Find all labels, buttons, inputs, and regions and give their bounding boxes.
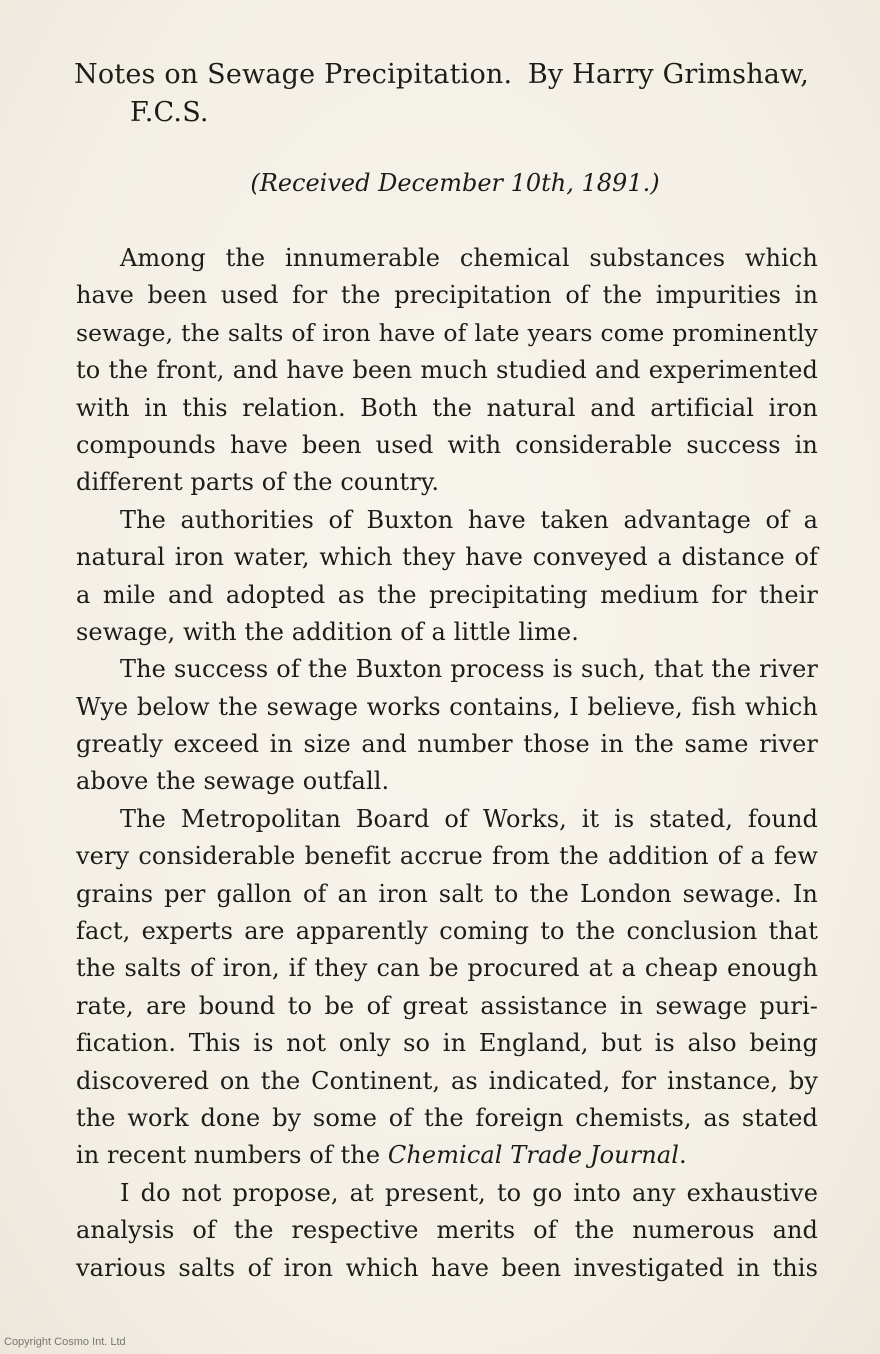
text-line: above the sewage outfall. [76, 767, 390, 796]
text-line: sewage, with the addition of a little lime. [76, 617, 579, 646]
text-line: The authorities of Buxton have taken advantage of a [120, 505, 818, 534]
article-body [76, 240, 818, 1287]
text-line: natural iron water, which they have conveyed a distance of [76, 543, 818, 572]
text-line: The Metropolitan Board of Works, it is stated, found [120, 804, 818, 833]
journal-prefix: in recent numbers of the [76, 1141, 388, 1170]
text-line: I do not propose, at present, to go into any exhaustive [120, 1178, 818, 1207]
text-line-with-journal [76, 1137, 818, 1174]
text-line: to the front, and have been much studied and experimented [76, 356, 818, 385]
text-line: sewage, the salts of iron have of late years come prominently [76, 318, 818, 347]
text-line: rate, are bound to be of great assistance in sewage puri- [76, 991, 818, 1020]
text-line: a mile and adopted as the precipitating medium for their [76, 580, 818, 609]
text-line: greatly exceed in size and number those in the same river [76, 730, 818, 759]
text-line: with in this relation. Both the natural and artificial iron [76, 393, 818, 422]
title-line-1 [74, 56, 809, 94]
text-line: compounds have been used with considerable success in [76, 430, 818, 459]
text-line: fact, experts are apparently coming to the conclusion that [76, 917, 818, 946]
author-credentials: F.C.S. [130, 97, 209, 128]
text-line: different parts of the country. [76, 468, 440, 497]
paragraph-2 [76, 502, 818, 652]
text-line: have been used for the precipitation of the impurities in [76, 281, 818, 310]
paragraph-3 [76, 651, 818, 801]
paragraph-4 [76, 801, 818, 1175]
paragraph-1 [76, 240, 818, 502]
copyright-watermark: Copyright Cosmo Int. Ltd [4, 1336, 126, 1348]
text-line: Wye below the sewage works contains, I believe, fish which [76, 692, 818, 721]
received-date: (Received December 10th, 1891.) [250, 169, 660, 197]
text-line: various salts of iron which have been investigated in this [76, 1253, 818, 1282]
text-line: fication. This is not only so in England, but is also being [76, 1029, 818, 1058]
text-line: discovered on the Continent, as indicated, for instance, by [76, 1066, 818, 1095]
text-line: analysis of the respective merits of the numerous and [76, 1216, 818, 1245]
article-title [74, 56, 834, 132]
text-line: The success of the Buxton process is such, that the river [120, 655, 818, 684]
title-text: Notes on Sewage Precipitation. [74, 59, 513, 90]
text-line: very considerable benefit accrue from the addition of a few [76, 842, 818, 871]
paragraph-5 [76, 1175, 818, 1287]
journal-title: Chemical Trade Journal [387, 1141, 680, 1170]
text-line: the work done by some of the foreign chemists, as stated [76, 1103, 818, 1132]
text-line: grains per gallon of an iron salt to the London sewage. In [76, 879, 818, 908]
journal-suffix: . [679, 1141, 687, 1170]
author-name: By Harry Grimshaw, [527, 59, 809, 90]
text-line: the salts of iron, if they can be procured at a cheap enough [76, 954, 818, 983]
text-line: Among the innumerable chemical substances which [120, 244, 818, 272]
